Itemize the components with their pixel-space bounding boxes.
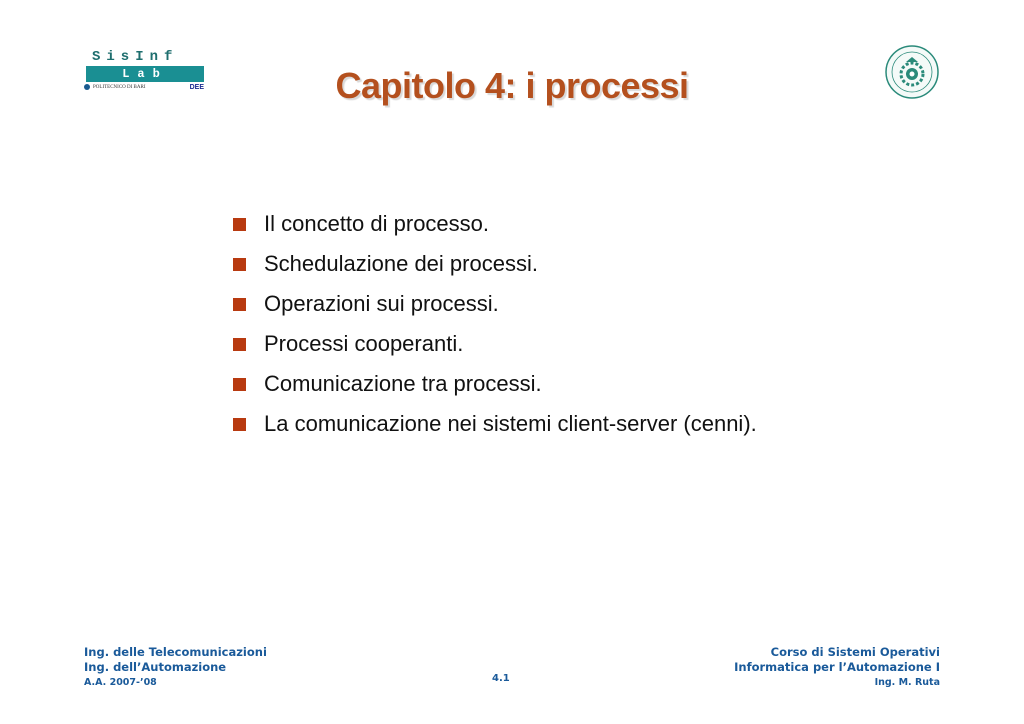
dee-logo-text: DEE — [189, 84, 204, 91]
logo-institution-text: POLITECNICO DI BARI — [93, 85, 146, 91]
list-item — [233, 364, 757, 404]
list-item — [233, 284, 757, 324]
bullet-square-icon — [233, 338, 246, 351]
bullet-square-icon — [233, 258, 246, 271]
footer-left — [84, 645, 267, 690]
footer-course-1: Ing. delle Telecomunicazioni — [84, 645, 267, 659]
list-item — [233, 404, 757, 444]
footer-course-name: Corso di Sistemi Operativi — [770, 645, 940, 659]
topic-list — [233, 204, 757, 444]
bullet-square-icon — [233, 298, 246, 311]
bullet-square-icon — [233, 418, 246, 431]
list-item-text: Operazioni sui processi. — [264, 291, 499, 316]
list-item — [233, 244, 757, 284]
logo-bar-text: Lab — [86, 66, 204, 82]
bullet-square-icon — [233, 218, 246, 231]
list-item-text: La comunicazione nei sistemi client-server (cenni). — [264, 411, 757, 436]
list-item — [233, 324, 757, 364]
slide-title: Capitolo 4: i processi — [335, 65, 689, 106]
page-number: 4.1 — [492, 673, 510, 684]
list-item — [233, 204, 757, 244]
footer-instructor: Ing. M. Ruta — [874, 677, 940, 688]
list-item-text: Il concetto di processo. — [264, 211, 490, 236]
footer-right — [734, 645, 940, 690]
logo-top-text: SisInf — [92, 49, 179, 65]
list-item-text: Schedulazione dei processi. — [264, 251, 538, 276]
footer-course-module: Informatica per l’Automazione I — [734, 660, 940, 674]
bullet-square-icon — [233, 378, 246, 391]
list-item-text: Comunicazione tra processi. — [264, 371, 542, 396]
list-item-text: Processi cooperanti. — [264, 331, 464, 356]
footer-course-2: Ing. dell’Automazione — [84, 660, 227, 674]
footer-academic-year: A.A. 2007-’08 — [84, 677, 157, 688]
